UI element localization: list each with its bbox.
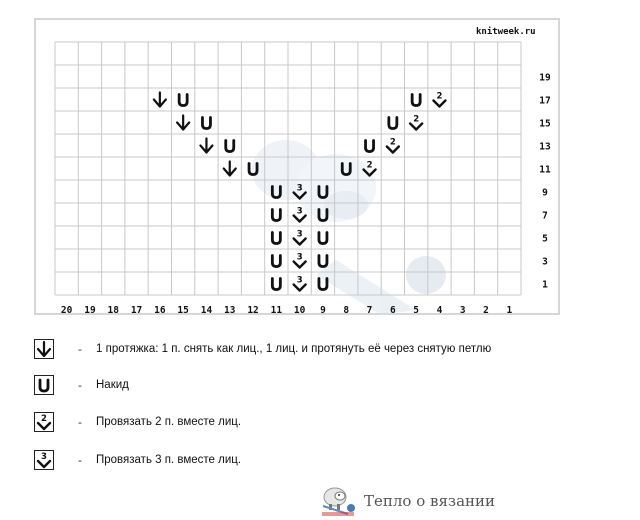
legend-item-ssk — [34, 338, 492, 360]
legend-text: Провязать 2 п. вместе лиц. — [96, 416, 242, 428]
k2tog-symbol-icon — [38, 414, 50, 429]
col-label: 14 — [200, 305, 213, 316]
legend-text: Накид — [96, 379, 129, 391]
yo-symbol-icon — [319, 279, 327, 290]
row-label: 1 — [542, 279, 548, 291]
svg-text:3: 3 — [41, 452, 47, 462]
col-label: 20 — [60, 305, 73, 316]
svg-text:3: 3 — [296, 206, 303, 217]
row-label: 3 — [542, 256, 548, 268]
col-label: 19 — [84, 305, 96, 316]
col-label: 12 — [247, 305, 259, 316]
legend-item-k2tog — [34, 411, 242, 433]
ssk-symbol-icon — [200, 139, 212, 153]
brand — [318, 484, 495, 518]
yo-symbol-icon — [389, 118, 397, 129]
knitting-chart — [34, 18, 560, 315]
k3tog-symbol-icon — [38, 452, 50, 467]
legend-symbol-box — [34, 339, 54, 359]
row-label: 9 — [542, 187, 548, 199]
yo-symbol-icon — [226, 141, 234, 152]
svg-text:3: 3 — [296, 183, 303, 194]
legend-item-yo — [34, 374, 129, 396]
svg-text:2: 2 — [389, 137, 396, 148]
yo-symbol-icon — [272, 233, 280, 244]
legend-symbol-box — [34, 450, 54, 470]
brand-title: Тепло о вязании — [364, 492, 496, 510]
row-label: 19 — [539, 72, 551, 84]
svg-text:2: 2 — [436, 91, 443, 102]
yo-symbol-icon — [366, 141, 374, 152]
col-label: 9 — [320, 305, 326, 316]
chart-grid-svg — [36, 20, 562, 317]
row-label: 7 — [542, 210, 548, 222]
yo-symbol-icon — [272, 256, 280, 267]
ssk-symbol-icon — [38, 342, 50, 356]
col-label: 7 — [366, 305, 373, 316]
col-label: 13 — [224, 305, 236, 316]
chart-grid — [55, 42, 521, 295]
ssk-symbol-icon — [154, 93, 166, 107]
yo-symbol-icon — [40, 380, 48, 391]
svg-text:3: 3 — [296, 229, 303, 240]
legend-text: Провязать 3 п. вместе лиц. — [96, 454, 242, 466]
col-label: 10 — [293, 305, 306, 316]
row-label: 11 — [539, 164, 551, 176]
k3tog-symbol-icon — [294, 276, 306, 291]
col-label: 3 — [459, 305, 466, 316]
col-label: 17 — [130, 305, 143, 316]
col-label: 1 — [506, 305, 513, 316]
yo-symbol-icon — [319, 256, 327, 267]
row-label: 17 — [539, 95, 551, 107]
k3tog-symbol-icon — [294, 207, 306, 222]
legend-item-k3tog — [34, 449, 242, 471]
k2tog-symbol-icon — [387, 138, 399, 153]
legend-dash: - — [78, 453, 82, 467]
row-label: 15 — [539, 118, 551, 130]
yo-symbol-icon — [202, 118, 210, 129]
legend-dash: - — [78, 342, 82, 356]
yo-symbol-icon — [272, 210, 280, 221]
svg-text:2: 2 — [41, 414, 47, 424]
col-label: 11 — [270, 305, 283, 316]
svg-text:3: 3 — [296, 252, 303, 263]
col-label: 16 — [154, 305, 166, 316]
svg-text:2: 2 — [413, 114, 420, 125]
sheep-logo-icon — [318, 484, 358, 518]
k2tog-symbol-icon — [410, 115, 422, 130]
col-label: 15 — [177, 305, 189, 316]
col-label: 8 — [343, 305, 350, 316]
yo-symbol-icon — [272, 279, 280, 290]
legend-dash: - — [78, 378, 82, 392]
yo-symbol-icon — [412, 95, 420, 106]
k3tog-symbol-icon — [294, 253, 306, 268]
col-label: 18 — [107, 305, 119, 316]
k3tog-symbol-icon — [294, 230, 306, 245]
col-label: 5 — [413, 305, 420, 316]
col-label: 2 — [483, 305, 489, 316]
legend-dash: - — [78, 415, 82, 429]
row-label: 13 — [539, 141, 551, 153]
svg-text:3: 3 — [296, 275, 303, 286]
source-label: knitweek.ru — [476, 27, 536, 37]
legend-symbol-box — [34, 375, 54, 395]
chart-symbols — [154, 92, 446, 291]
ssk-symbol-icon — [224, 162, 236, 176]
yo-symbol-icon — [179, 95, 187, 106]
col-label: 4 — [436, 305, 443, 316]
row-label: 5 — [542, 233, 548, 245]
svg-text:2: 2 — [366, 160, 373, 171]
col-label: 6 — [389, 305, 396, 316]
legend-symbol-box — [34, 412, 54, 432]
yo-symbol-icon — [319, 233, 327, 244]
k2tog-symbol-icon — [433, 92, 445, 107]
ssk-symbol-icon — [177, 116, 189, 130]
legend-text: 1 протяжка: 1 п. снять как лиц., 1 лиц. и протянуть её через снятую петлю — [96, 343, 492, 355]
